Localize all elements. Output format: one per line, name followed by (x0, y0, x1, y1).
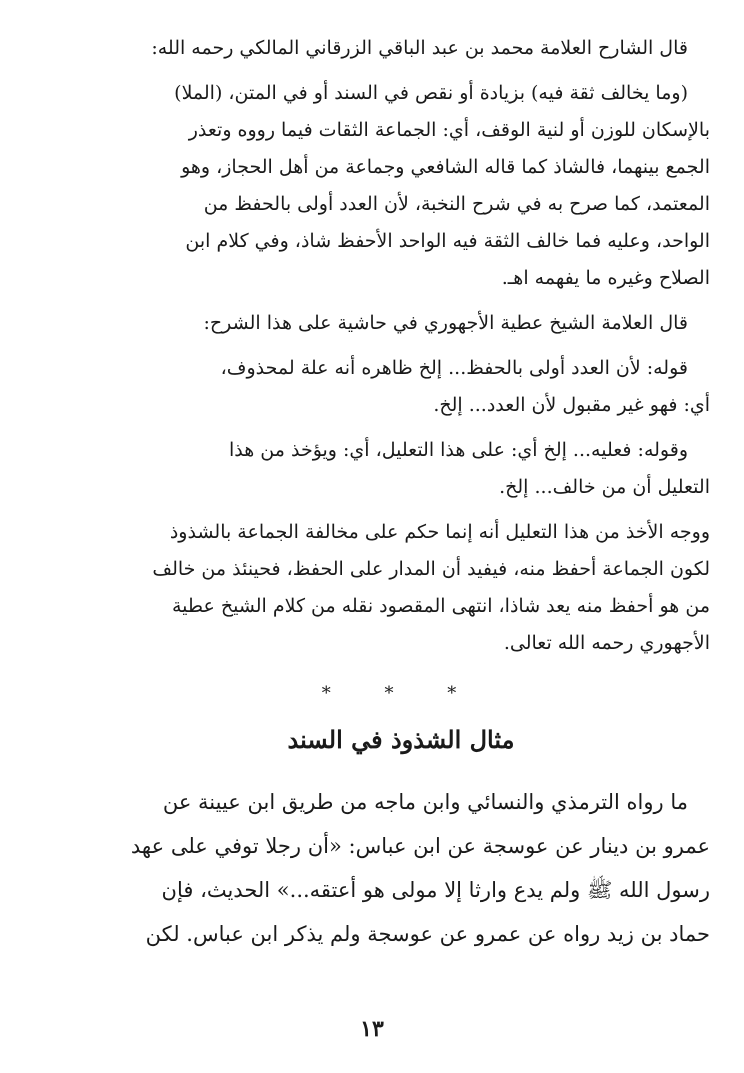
text-line: من هو أحفظ منه يعد شاذا، انتهى المقصود نقله من كلام الشيخ عطية (171, 595, 710, 617)
paragraph-ajhuri-intro (92, 305, 710, 342)
text-line: ووجه الأخذ من هذا التعليل أنه إنما حكم على مخالفة الجماعة بالشذوذ (169, 521, 710, 543)
paragraph-wa-qawluhu (92, 432, 710, 506)
text-line: الصلاح وغيره ما يفهمه اهـ. (501, 267, 710, 289)
text-line: رسول الله ﷺ ولم يدع وارثا إلا مولى هو أعتقه...» الحديث، فإن (161, 878, 710, 902)
section-divider-stars: * * * (321, 683, 481, 704)
text-line: الأجهوري رحمه الله تعالى. (503, 632, 710, 654)
text-line: ما رواه الترمذي والنسائي وابن ماجه من طريق ابن عيينة عن (162, 790, 688, 814)
text-line: أي: فهو غير مقبول لأن العدد... إلخ. (433, 394, 710, 416)
text-line: الواحد، وعليه فما خالف الثقة فيه الواحد الأحفظ شاذ، وفي كلام ابن (185, 230, 710, 252)
text-line: المعتمد، كما صرح به في شرح النخبة، لأن العدد أولى بالحفظ من (203, 193, 710, 215)
section-heading: مثال الشذوذ في السند (287, 725, 515, 754)
text-line: التعليل أن من خالف... إلخ. (499, 476, 710, 498)
text-line: قوله: لأن العدد أولى بالحفظ... إلخ ظاهره أنه علة لمحذوف، (220, 357, 688, 379)
text-line: لكون الجماعة أحفظ منه، فيفيد أن المدار على الحفظ، فحينئذ من خالف (152, 558, 710, 580)
text-line: بالإسكان للوزن أو لنية الوقف، أي: الجماعة الثقات فيما رووه وتعذر (188, 119, 710, 141)
paragraph-example (92, 780, 710, 956)
paragraph-intro (92, 30, 710, 67)
paragraph-commentary (92, 75, 710, 297)
text-line: الجمع بينهما، فالشاذ كما قاله الشافعي وجماعة من أهل الحجاز، وهو (181, 156, 710, 178)
paragraph-wajh-al-akhdh (92, 514, 710, 662)
text-line: وقوله: فعليه... إلخ أي: على هذا التعليل، أي: ويؤخذ من هذا (228, 439, 688, 461)
paragraph-qawluhu (92, 350, 710, 424)
text-line: قال العلامة الشيخ عطية الأجهوري في حاشية على هذا الشرح: (203, 312, 688, 334)
text-line: عمرو بن دينار عن عوسجة عن ابن عباس: «أن رجلا توفي على عهد (130, 834, 710, 858)
page-number: ١٣ (360, 1016, 384, 1042)
text-line: حماد بن زيد رواه عن عمرو عن عوسجة ولم يذكر ابن عباس. لكن (145, 922, 710, 946)
text-line: (وما يخالف ثقة فيه) بزيادة أو نقص في السند أو في المتن، (الملا) (174, 82, 688, 104)
text-line: قال الشارح العلامة محمد بن عبد الباقي الزرقاني المالكي رحمه الله: (151, 37, 688, 59)
page-body (92, 30, 710, 956)
